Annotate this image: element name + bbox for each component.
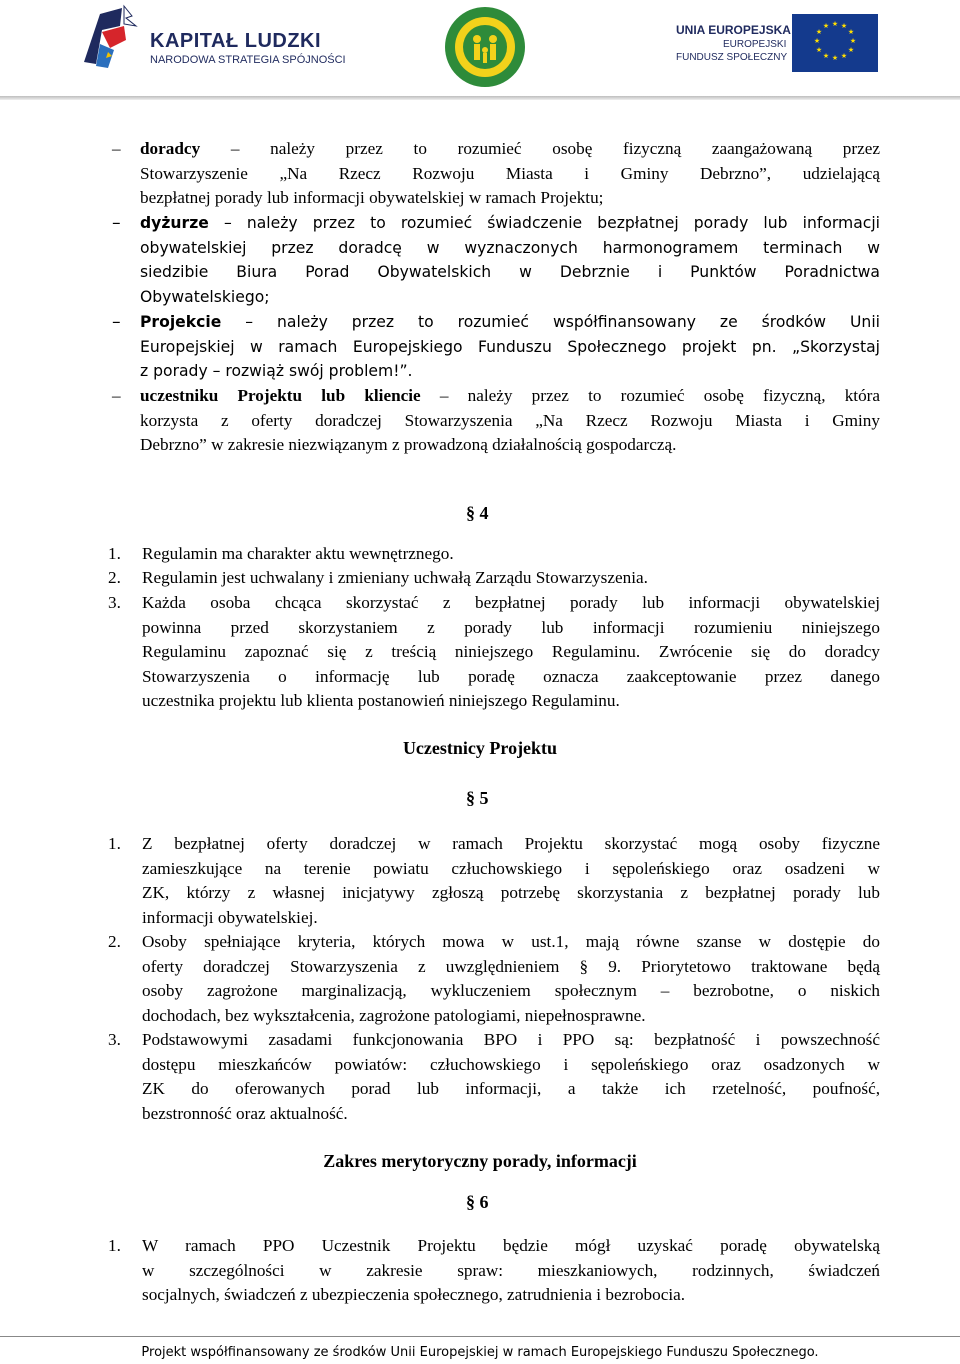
definition-item: [112, 137, 880, 211]
item-line: Osoby spełniające kryteria, których mowa w ust.1, mają równe szanse w dostępie do: [142, 932, 880, 951]
dash-bullet: –: [112, 312, 121, 332]
definition-line: dyżurze – należy przez to rozumieć świadczenie bezpłatnej porady lub informacji: [140, 214, 880, 232]
svg-text:★: ★: [840, 22, 848, 30]
svg-text:★: ★: [815, 28, 823, 36]
kl-title: KAPITAŁ LUDZKI: [150, 30, 322, 52]
svg-text:★: ★: [847, 46, 855, 54]
item-number: 1.: [108, 544, 121, 563]
item-number: 3.: [108, 1030, 121, 1049]
dash-bullet: –: [112, 213, 121, 233]
definition-line: bezpłatnej porady lub informacji obywatelskiej w ramach Projektu;: [140, 188, 604, 207]
item-line: uczestnika projektu lub klienta postanowień niniejszego Regulaminu.: [142, 691, 620, 710]
section-heading-scope: Zakres merytoryczny porady, informacji: [323, 1151, 637, 1171]
definition-line: Debrzno” w zakresie niezwiązanym z prowadzoną działalnością gospodarczą.: [140, 435, 677, 454]
svg-text:★: ★: [840, 52, 848, 60]
section-heading-participants: Uczestnicy Projektu: [402, 738, 558, 758]
page-footer: Projekt współfinansowany ze środków Unii Europejskiej w ramach Europejskiego Funduszu Społecznego.: [141, 1345, 819, 1360]
item-line: Podstawowymi zasadami funkcjonowania BPO i PPO są: bezpłatność i powszechność: [142, 1030, 880, 1049]
eu-flag-icon: [792, 14, 878, 72]
footer-divider: [0, 1336, 960, 1337]
item-line: ZK, którzy z własnej inicjatywy zgłoszą potrzebę skorzystania z bezpłatnej porady lub: [142, 883, 880, 902]
item-number: 3.: [108, 593, 121, 612]
definition-term: doradcy: [140, 139, 201, 158]
item-number: 1.: [108, 1236, 121, 1255]
page-header: [0, 0, 960, 100]
item-line: oferty doradczej Stowarzyszenia z uwzględnieniem § 9. Priorytetowo traktowane będą: [142, 956, 880, 976]
item-line: bezstronność oraz aktualność.: [142, 1103, 348, 1123]
item-line: dostępu mieszkańców powiatów: człuchowskiego i sępoleńskiego oraz osadzonych w: [142, 1054, 880, 1074]
svg-text:★: ★: [847, 28, 855, 36]
definition-line: obywatelskiej przez doradcę w wyznaczonych harmonogramem terminach w: [140, 238, 880, 257]
item-line: socjalnych, świadczeń z ubezpieczenia społecznego, zatrudnienia i bezrobocia.: [142, 1285, 686, 1304]
list-item: [108, 542, 880, 567]
item-line: ZK do oferowanych porad lub informacji, a także ich rzetelność, poufność,: [142, 1079, 880, 1098]
svg-text:★: ★: [815, 46, 823, 54]
item-number: 2.: [108, 932, 121, 951]
section-mark-5: § 5: [466, 788, 489, 808]
definition-line: doradcy – należy przez to rozumieć osobę fizyczną zaangażowaną przez: [140, 139, 880, 158]
list-item: [108, 832, 880, 930]
definition-item: [112, 384, 880, 458]
header-divider: [0, 96, 960, 100]
dash-bullet: –: [112, 139, 121, 158]
list-item: [108, 591, 880, 714]
list-item: [108, 566, 880, 591]
item-line: Regulaminu zapoznać się z treścią niniejszego Regulaminu. Zwrócenie się do doradcy: [142, 642, 880, 661]
svg-text:★: ★: [822, 52, 830, 60]
definition-line: Stowarzyszenie „Na Rzecz Rozwoju Miasta i Gminy Debrzno”, udzielającą: [140, 163, 880, 183]
definition-term: dyżurze: [140, 214, 209, 232]
list-item: [108, 930, 880, 1028]
item-line: dochodach, bez wykształcenia, zagrożone patologiami, niepełnosprawne.: [142, 1005, 646, 1025]
item-line: Stowarzyszenia o informację lub poradę oznacza zaakceptowanie przez danego: [142, 666, 880, 686]
item-text: Regulamin jest uchwalany i zmieniany uchwałą Zarządu Stowarzyszenia.: [142, 568, 648, 587]
item-line: zamieszkujące na terenie powiatu człuchowskiego i sępoleńskiego oraz osadzeni w: [142, 858, 880, 878]
definition-line: z porady – rozwiąż swój problem!”.: [140, 362, 413, 380]
section-mark-4: § 4: [466, 503, 489, 523]
item-line: Z bezpłatnej oferty doradczej w ramach Projektu skorzystać mogą osoby fizyczne: [142, 834, 880, 853]
definition-line: siedzibie Biura Porad Obywatelskich w Debrznie i Punktów Poradnictwa: [140, 263, 880, 281]
definition-line: korzysta z oferty doradczej Stowarzyszenia „Na Rzecz Rozwoju Miasta i Gminy: [140, 410, 880, 430]
svg-text:★: ★: [831, 20, 839, 28]
svg-text:★: ★: [813, 37, 821, 45]
item-text: Regulamin ma charakter aktu wewnętrznego.: [142, 544, 454, 563]
eu-subtitle-1: EUROPEJSKI: [723, 39, 787, 50]
svg-text:★: ★: [849, 37, 857, 45]
item-line: informacji obywatelskiej.: [142, 907, 318, 927]
item-line: powinna przed skorzystaniem z porady lub informacji rozumieniu niniejszego: [142, 617, 880, 637]
kl-subtitle: NARODOWA STRATEGIA SPÓJNOŚCI: [150, 54, 346, 66]
item-line: w szczególności w zakresie spraw: mieszkaniowych, rodzinnych, świadczeń: [142, 1260, 880, 1280]
list-item: [108, 1028, 880, 1126]
item-number: 1.: [108, 834, 121, 853]
section-mark-6: § 6: [466, 1192, 489, 1212]
item-number: 2.: [108, 568, 121, 587]
item-line: osoby zagrożone marginalizacją, wykluczeniem społecznym – bezrobotne, o niskich: [142, 981, 880, 1000]
eu-subtitle-2: FUNDUSZ SPOŁECZNY: [676, 52, 788, 63]
item-line: W ramach PPO Uczestnik Projektu będzie mógł uzyskać poradę obywatelską: [142, 1236, 880, 1255]
definition-term: uczestniku Projektu lub kliencie: [140, 386, 421, 405]
definition-line: uczestniku Projektu lub kliencie – należy przez to rozumieć osobę fizyczną, która: [140, 386, 881, 405]
definition-item: [112, 211, 880, 309]
definition-line: Projekcie – należy przez to rozumieć współfinansowany ze środków Unii: [140, 313, 880, 331]
definition-line: Europejskiej w ramach Europejskiego Funduszu Społecznego projekt pn. „Skorzystaj: [140, 337, 880, 356]
svg-text:★: ★: [831, 54, 839, 62]
item-line: Każda osoba chcąca skorzystać z bezpłatnej porady lub informacji obywatelskiej: [142, 593, 880, 612]
definition-item: [112, 310, 880, 384]
eu-title: UNIA EUROPEJSKA: [676, 23, 791, 37]
list-item: [108, 1234, 880, 1308]
definition-line: Obywatelskiego;: [140, 287, 270, 306]
svg-text:★: ★: [822, 22, 830, 30]
definition-term: Projekcie: [140, 313, 222, 331]
dash-bullet: –: [112, 386, 121, 405]
association-seal-logo: [444, 6, 526, 88]
